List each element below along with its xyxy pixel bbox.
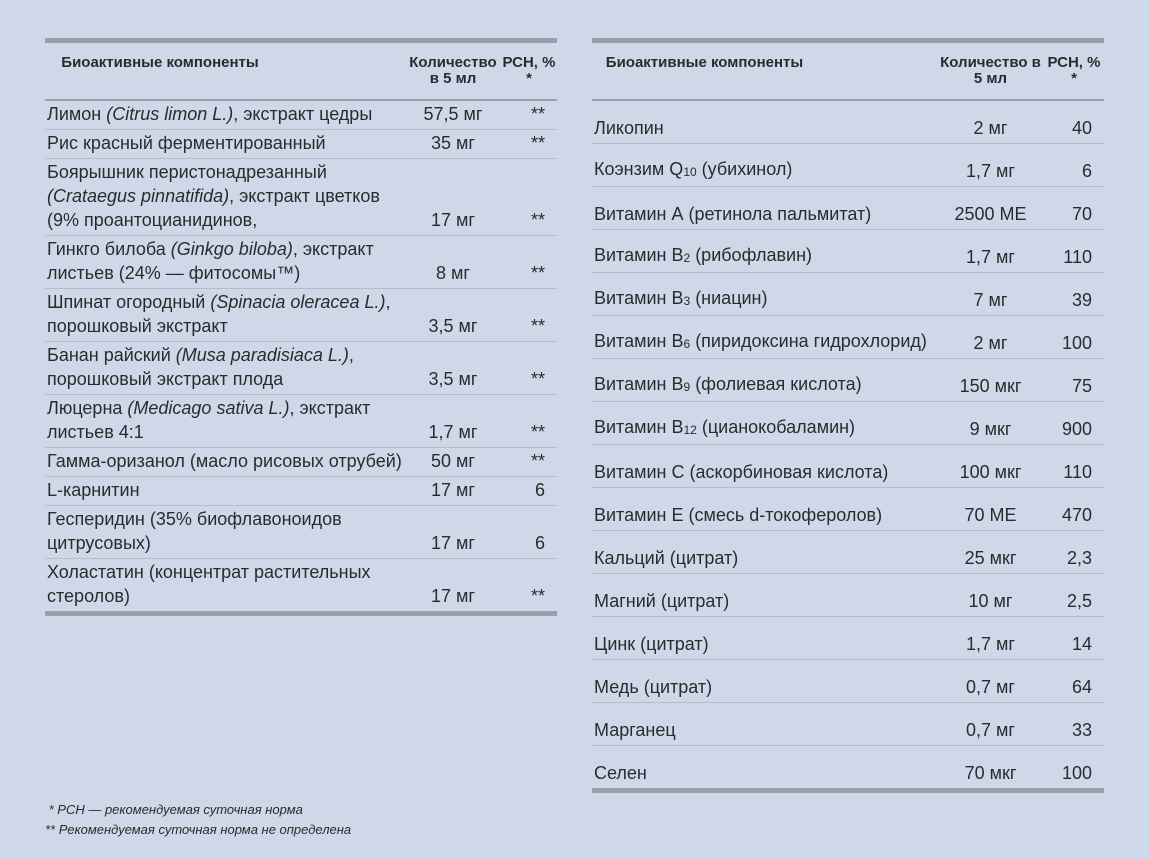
- right-row: [592, 531, 1104, 574]
- component-rsn: **: [501, 559, 557, 614]
- component-rsn: 70: [1044, 187, 1104, 230]
- component-amount: 0,7 мг: [937, 703, 1044, 746]
- component-name: [592, 617, 937, 660]
- component-rsn: 2,3: [1044, 531, 1104, 574]
- footnotes: [45, 800, 645, 840]
- component-amount: 2 мг: [937, 100, 1044, 144]
- left-header-amount: Количество в 5 мл: [405, 41, 501, 101]
- component-name-text: Витамин В: [594, 245, 684, 265]
- component-subscript: 2: [683, 251, 691, 265]
- component-amount: 70 МЕ: [937, 488, 1044, 531]
- component-latin-name: (Musa paradisiaca L.): [175, 345, 349, 365]
- component-name-text: Марганец: [594, 720, 676, 740]
- component-name: [45, 477, 405, 506]
- component-name-text: Шпинат огородный: [47, 292, 211, 312]
- component-amount: 100 мкг: [937, 445, 1044, 488]
- component-rsn: 6: [501, 477, 557, 506]
- component-name-text: Витамин В: [594, 417, 684, 437]
- right-row: [592, 488, 1104, 531]
- component-name-text: Гесперидин (35% биофлавоноидов цитрусовых): [47, 509, 342, 553]
- component-amount: 2500 МЕ: [937, 187, 1044, 230]
- component-name-suffix: , экстракт цветков (9% проантоцианидинов,: [47, 186, 380, 230]
- component-rsn: **: [501, 130, 557, 159]
- left-header-component: Биоактивные компоненты: [45, 41, 405, 101]
- component-amount: 35 мг: [405, 130, 501, 159]
- component-amount: 8 мг: [405, 236, 501, 289]
- component-name: [592, 574, 937, 617]
- component-name-suffix: (ниацин): [690, 288, 768, 308]
- component-name-text: Рис красный ферментированный: [47, 133, 326, 153]
- left-row: [45, 448, 557, 477]
- component-name-text: Витамин С (аскорбиновая кислота): [594, 462, 889, 482]
- component-name-suffix: (пиридоксина гидрохлорид): [690, 331, 927, 351]
- component-name: [45, 100, 405, 130]
- left-row: [45, 559, 557, 614]
- component-subscript: 10: [683, 165, 697, 179]
- component-name-text: Коэнзим Q: [594, 159, 684, 179]
- component-name: [592, 100, 937, 144]
- component-name: [45, 130, 405, 159]
- component-name: [45, 506, 405, 559]
- component-name-suffix: , экстракт листьев (24% — фитосомы™): [47, 239, 374, 283]
- right-row: [592, 445, 1104, 488]
- component-subscript: 12: [683, 423, 697, 437]
- component-name: [592, 144, 937, 187]
- component-name-suffix: , порошковый экстракт плода: [47, 345, 354, 389]
- component-name: [45, 236, 405, 289]
- component-rsn: 100: [1044, 746, 1104, 791]
- component-name: [592, 488, 937, 531]
- component-rsn: 75: [1044, 359, 1104, 402]
- left-row: [45, 130, 557, 159]
- component-name-suffix: (фолиевая кислота): [690, 374, 862, 394]
- left-header-row: [45, 41, 557, 101]
- component-name-suffix: (цианокобаламин): [696, 417, 856, 437]
- component-name: [592, 746, 937, 791]
- component-name: [592, 187, 937, 230]
- component-name: [592, 402, 937, 445]
- component-amount: 0,7 мг: [937, 660, 1044, 703]
- component-name-text: Гамма-оризанол (масло рисовых отрубей): [47, 451, 402, 471]
- component-name-text: Витамин В: [594, 288, 684, 308]
- component-rsn: 100: [1044, 316, 1104, 359]
- component-amount: 150 мкг: [937, 359, 1044, 402]
- component-name-suffix: (рибофлавин): [690, 245, 813, 265]
- component-amount: 1,7 мг: [937, 144, 1044, 187]
- component-rsn: 64: [1044, 660, 1104, 703]
- right-row: [592, 746, 1104, 791]
- component-name-text: Цинк (цитрат): [594, 634, 709, 654]
- component-rsn: 6: [1044, 144, 1104, 187]
- right-row: [592, 100, 1104, 144]
- component-name: [45, 342, 405, 395]
- component-name: [592, 230, 937, 273]
- component-name: [592, 660, 937, 703]
- left-row: [45, 395, 557, 448]
- right-row: [592, 316, 1104, 359]
- component-name-text: Ликопин: [594, 118, 664, 138]
- component-amount: 57,5 мг: [405, 100, 501, 130]
- component-name-text: Магний (цитрат): [594, 591, 730, 611]
- component-name-text: Люцерна: [47, 398, 128, 418]
- component-rsn: **: [501, 395, 557, 448]
- right-row: [592, 273, 1104, 316]
- component-latin-name: (Ginkgo biloba): [170, 239, 293, 259]
- component-amount: 3,5 мг: [405, 342, 501, 395]
- component-rsn: 6: [501, 506, 557, 559]
- component-rsn: **: [501, 289, 557, 342]
- left-header-rsn: РСН, % *: [501, 41, 557, 101]
- component-amount: 10 мг: [937, 574, 1044, 617]
- component-rsn: 2,5: [1044, 574, 1104, 617]
- component-name-suffix: , экстракт листьев 4:1: [47, 398, 371, 442]
- component-amount: 17 мг: [405, 159, 501, 236]
- component-latin-name: (Crataegus pinnatifida): [47, 186, 230, 206]
- right-row: [592, 703, 1104, 746]
- component-name: [592, 316, 937, 359]
- component-amount: 1,7 мг: [937, 617, 1044, 660]
- component-rsn: 110: [1044, 230, 1104, 273]
- right-row: [592, 402, 1104, 445]
- component-amount: 1,7 мг: [937, 230, 1044, 273]
- component-subscript: 3: [683, 294, 691, 308]
- left-row: [45, 289, 557, 342]
- left-ingredients-table: [45, 38, 557, 616]
- component-name-text: Витамин В: [594, 374, 684, 394]
- component-name: [592, 531, 937, 574]
- component-rsn: 900: [1044, 402, 1104, 445]
- component-name-text: Витамин А (ретинола пальмитат): [594, 204, 872, 224]
- component-amount: 50 мг: [405, 448, 501, 477]
- component-name-text: L-карнитин: [47, 480, 140, 500]
- component-name: [592, 703, 937, 746]
- component-rsn: 470: [1044, 488, 1104, 531]
- component-rsn: **: [501, 100, 557, 130]
- right-row: [592, 230, 1104, 273]
- component-name-text: Медь (цитрат): [594, 677, 713, 697]
- right-row: [592, 144, 1104, 187]
- component-name-text: Витамин В: [594, 331, 684, 351]
- component-name-suffix: (убихинол): [696, 159, 793, 179]
- component-rsn: 40: [1044, 100, 1104, 144]
- component-amount: 25 мкг: [937, 531, 1044, 574]
- component-name-text: Витамин Е (смесь d-токоферолов): [594, 505, 883, 525]
- right-header-rsn: РСН, % *: [1044, 41, 1104, 101]
- component-amount: 3,5 мг: [405, 289, 501, 342]
- right-row: [592, 359, 1104, 402]
- component-amount: 17 мг: [405, 506, 501, 559]
- component-amount: 70 мкг: [937, 746, 1044, 791]
- component-latin-name: (Citrus limon L.): [106, 104, 234, 124]
- left-row: [45, 477, 557, 506]
- right-row: [592, 617, 1104, 660]
- component-name: [592, 273, 937, 316]
- component-amount: 17 мг: [405, 559, 501, 614]
- component-name-suffix: , порошковый экстракт: [47, 292, 391, 336]
- component-rsn: 14: [1044, 617, 1104, 660]
- component-rsn: **: [501, 448, 557, 477]
- component-rsn: 110: [1044, 445, 1104, 488]
- component-name: [45, 289, 405, 342]
- component-latin-name: (Medicago sativa L.): [127, 398, 290, 418]
- left-row: [45, 342, 557, 395]
- component-name-text: Банан райский: [47, 345, 176, 365]
- component-name-text: Холастатин (концентрат растительных стеролов): [47, 562, 371, 606]
- footnote-undefined: ** Рекомендуемая суточная норма не определена: [45, 822, 352, 837]
- right-ingredients-table: [592, 38, 1104, 793]
- component-rsn: **: [501, 236, 557, 289]
- component-name-text: Кальций (цитрат): [594, 548, 739, 568]
- component-latin-name: (Spinacia oleracea L.): [210, 292, 386, 312]
- left-row: [45, 100, 557, 130]
- component-amount: 7 мг: [937, 273, 1044, 316]
- left-row: [45, 506, 557, 559]
- right-header-row: [592, 41, 1104, 101]
- component-name-suffix: , экстракт цедры: [233, 104, 373, 124]
- component-name-text: Боярышник перистонадрезанный: [47, 162, 327, 182]
- component-name: [45, 395, 405, 448]
- component-amount: 2 мг: [937, 316, 1044, 359]
- component-amount: 17 мг: [405, 477, 501, 506]
- component-name: [592, 359, 937, 402]
- component-name: [592, 445, 937, 488]
- component-name: [45, 448, 405, 477]
- component-rsn: 39: [1044, 273, 1104, 316]
- component-name-text: Лимон: [47, 104, 107, 124]
- right-row: [592, 660, 1104, 703]
- left-row: [45, 236, 557, 289]
- component-name: [45, 559, 405, 614]
- right-header-component: Биоактивные компоненты: [592, 41, 937, 101]
- right-row: [592, 187, 1104, 230]
- component-name: [45, 159, 405, 236]
- component-rsn: **: [501, 159, 557, 236]
- right-row: [592, 574, 1104, 617]
- right-header-amount: Количество в 5 мл: [937, 41, 1044, 101]
- left-row: [45, 159, 557, 236]
- component-subscript: 6: [683, 337, 691, 351]
- component-amount: 9 мкг: [937, 402, 1044, 445]
- component-name-text: Гинкго билоба: [47, 239, 171, 259]
- component-rsn: 33: [1044, 703, 1104, 746]
- component-subscript: 9: [683, 380, 691, 394]
- component-rsn: **: [501, 342, 557, 395]
- component-name-text: Селен: [594, 763, 647, 783]
- component-amount: 1,7 мг: [405, 395, 501, 448]
- footnote-rsn: * РСН — рекомендуемая суточная норма: [45, 802, 303, 817]
